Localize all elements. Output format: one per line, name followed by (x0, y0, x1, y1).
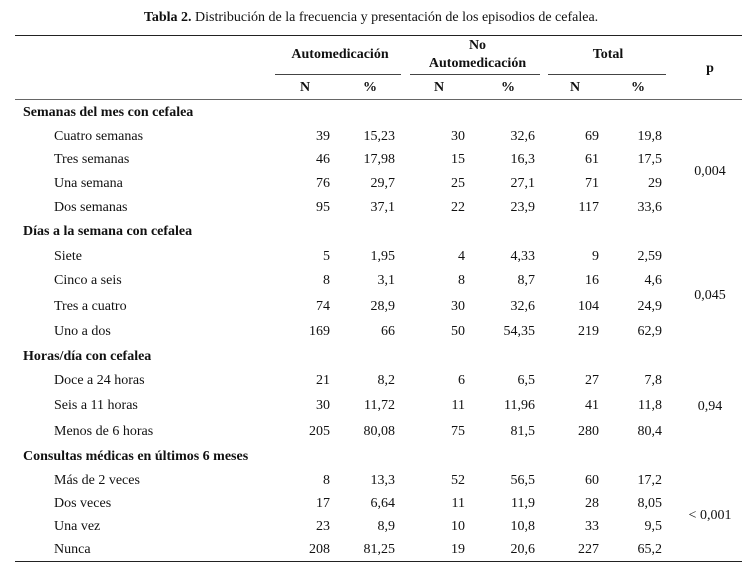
table-cell: 11 (451, 398, 465, 413)
table-cell: 37,1 (370, 200, 395, 215)
table-cell: 9,5 (644, 519, 662, 534)
table-cell: 74 (316, 299, 330, 314)
table-cell: 29 (648, 176, 662, 191)
table-cell: 23 (316, 519, 330, 534)
table-cell: 169 (309, 324, 330, 339)
table-cell: 30 (316, 398, 330, 413)
table-cell: 7,8 (644, 373, 662, 388)
table-cell: 8,7 (517, 273, 535, 288)
table-cell: 219 (578, 324, 599, 339)
table-cell: 11,8 (638, 398, 662, 413)
table-cell: 16 (585, 273, 599, 288)
section-title: Días a la semana con cefalea (23, 224, 193, 239)
table-cell: 27 (585, 373, 599, 388)
table-cell: 60 (585, 473, 599, 488)
table-cell: 16,3 (510, 152, 535, 167)
group2-underline (410, 74, 540, 75)
table-cell: 39 (316, 129, 330, 144)
table-cell: 17,5 (637, 152, 662, 167)
caption-label: Tabla 2. (143, 10, 192, 25)
table-cell: 75 (451, 424, 465, 439)
table-cell: 2,59 (637, 249, 662, 264)
row-label: Cinco a seis (54, 273, 122, 288)
group1-underline (275, 74, 401, 75)
row-label: Dos veces (54, 496, 112, 511)
header-no-line2: Automedicación (428, 56, 527, 71)
table-cell: 25 (451, 176, 465, 191)
header-total: Total (592, 47, 624, 62)
table-cell: 6,64 (370, 496, 395, 511)
row-label: Uno a dos (54, 324, 111, 339)
table-cell: 5 (323, 249, 330, 264)
table-cell: 17,98 (363, 152, 395, 167)
table-cell: 52 (451, 473, 465, 488)
table-cell: 24,9 (637, 299, 662, 314)
row-label: Cuatro semanas (54, 129, 144, 144)
table-cell: 71 (585, 176, 599, 191)
col-n-1: N (299, 80, 311, 95)
table-cell: 280 (578, 424, 599, 439)
table-cell: 227 (578, 542, 599, 557)
table-cell: 11,96 (504, 398, 535, 413)
bottom-rule (15, 561, 742, 562)
table-cell: 4 (458, 249, 465, 264)
table-cell: 62,9 (637, 324, 662, 339)
table-cell: 8 (323, 273, 330, 288)
col-n-3: N (569, 80, 581, 95)
table-cell: 11 (451, 496, 465, 511)
header-no-line1: No (468, 38, 487, 53)
table-cell: 61 (585, 152, 599, 167)
table-caption (0, 10, 742, 26)
table-cell: 9 (592, 249, 599, 264)
row-label: Siete (54, 249, 82, 264)
table-cell: 33,6 (637, 200, 662, 215)
table-cell: 19,8 (637, 129, 662, 144)
table-cell: 66 (381, 324, 395, 339)
table-cell: 8 (458, 273, 465, 288)
table-cell: 13,3 (370, 473, 395, 488)
group3-underline (548, 74, 666, 75)
row-label: Tres semanas (54, 152, 130, 167)
p-value: 0,045 (694, 288, 726, 303)
row-label: Dos semanas (54, 200, 128, 215)
header-p: p (706, 61, 714, 76)
table-cell: 8,2 (377, 373, 395, 388)
p-value: < 0,001 (688, 508, 732, 523)
table-cell: 6 (458, 373, 465, 388)
table-cell: 21 (316, 373, 330, 388)
table-cell: 8,9 (377, 519, 395, 534)
table-cell: 33 (585, 519, 599, 534)
table-cell: 17,2 (637, 473, 662, 488)
table-cell: 8,05 (637, 496, 662, 511)
table-cell: 80,08 (363, 424, 395, 439)
row-label: Más de 2 veces (54, 473, 140, 488)
table-cell: 28 (585, 496, 599, 511)
table-cell: 32,6 (510, 299, 535, 314)
table-cell: 76 (316, 176, 330, 191)
table-cell: 32,6 (510, 129, 535, 144)
table-cell: 15 (451, 152, 465, 167)
table-cell: 95 (316, 200, 330, 215)
table-cell: 11,9 (511, 496, 535, 511)
table-cell: 41 (585, 398, 599, 413)
table-cell: 11,72 (364, 398, 395, 413)
table-cell: 65,2 (637, 542, 662, 557)
section-title: Horas/día con cefalea (23, 349, 152, 364)
table-cell: 23,9 (510, 200, 535, 215)
table-cell: 205 (309, 424, 330, 439)
table-cell: 22 (451, 200, 465, 215)
row-label: Menos de 6 horas (54, 424, 154, 439)
col-pct-1: % (363, 80, 377, 95)
section-title: Semanas del mes con cefalea (23, 105, 194, 120)
col-pct-2: % (501, 80, 515, 95)
p-value: 0,94 (697, 399, 723, 414)
table-cell: 208 (309, 542, 330, 557)
table-cell: 117 (578, 200, 599, 215)
table-cell: 104 (578, 299, 599, 314)
section-title: Consultas médicas en últimos 6 meses (23, 449, 249, 464)
table-cell: 81,5 (510, 424, 535, 439)
table-cell: 69 (585, 129, 599, 144)
row-label: Nunca (54, 542, 91, 557)
table-cell: 10,8 (510, 519, 535, 534)
table-cell: 20,6 (510, 542, 535, 557)
table-cell: 1,95 (370, 249, 395, 264)
table-cell: 54,35 (503, 324, 535, 339)
header-automedicacion: Automedicación (291, 47, 389, 62)
col-pct-3: % (631, 80, 645, 95)
table-cell: 10 (451, 519, 465, 534)
table-cell: 29,7 (370, 176, 395, 191)
table-cell: 27,1 (510, 176, 535, 191)
table-cell: 6,5 (517, 373, 535, 388)
table-cell: 15,23 (363, 129, 395, 144)
row-label: Doce a 24 horas (54, 373, 145, 388)
table-cell: 81,25 (363, 542, 395, 557)
table-cell: 50 (451, 324, 465, 339)
table-cell: 17 (316, 496, 330, 511)
table-cell: 28,9 (370, 299, 395, 314)
col-n-2: N (433, 80, 445, 95)
table-cell: 8 (323, 473, 330, 488)
p-value: 0,004 (694, 164, 726, 179)
table-cell: 4,6 (644, 273, 662, 288)
table-cell: 30 (451, 129, 465, 144)
row-label: Una vez (54, 519, 101, 534)
table-cell: 19 (451, 542, 465, 557)
table-cell: 3,1 (377, 273, 395, 288)
table-cell: 4,33 (510, 249, 535, 264)
table-cell: 80,4 (637, 424, 662, 439)
table-cell: 30 (451, 299, 465, 314)
table-cell: 46 (316, 152, 330, 167)
row-label: Una semana (54, 176, 123, 191)
caption-text: Distribución de la frecuencia y presentación de los episodios de cefalea. (191, 10, 599, 25)
row-label: Seis a 11 horas (54, 398, 138, 413)
top-rule (15, 35, 742, 36)
header-bottom-rule (15, 99, 742, 100)
row-label: Tres a cuatro (54, 299, 127, 314)
table-cell: 56,5 (510, 473, 535, 488)
